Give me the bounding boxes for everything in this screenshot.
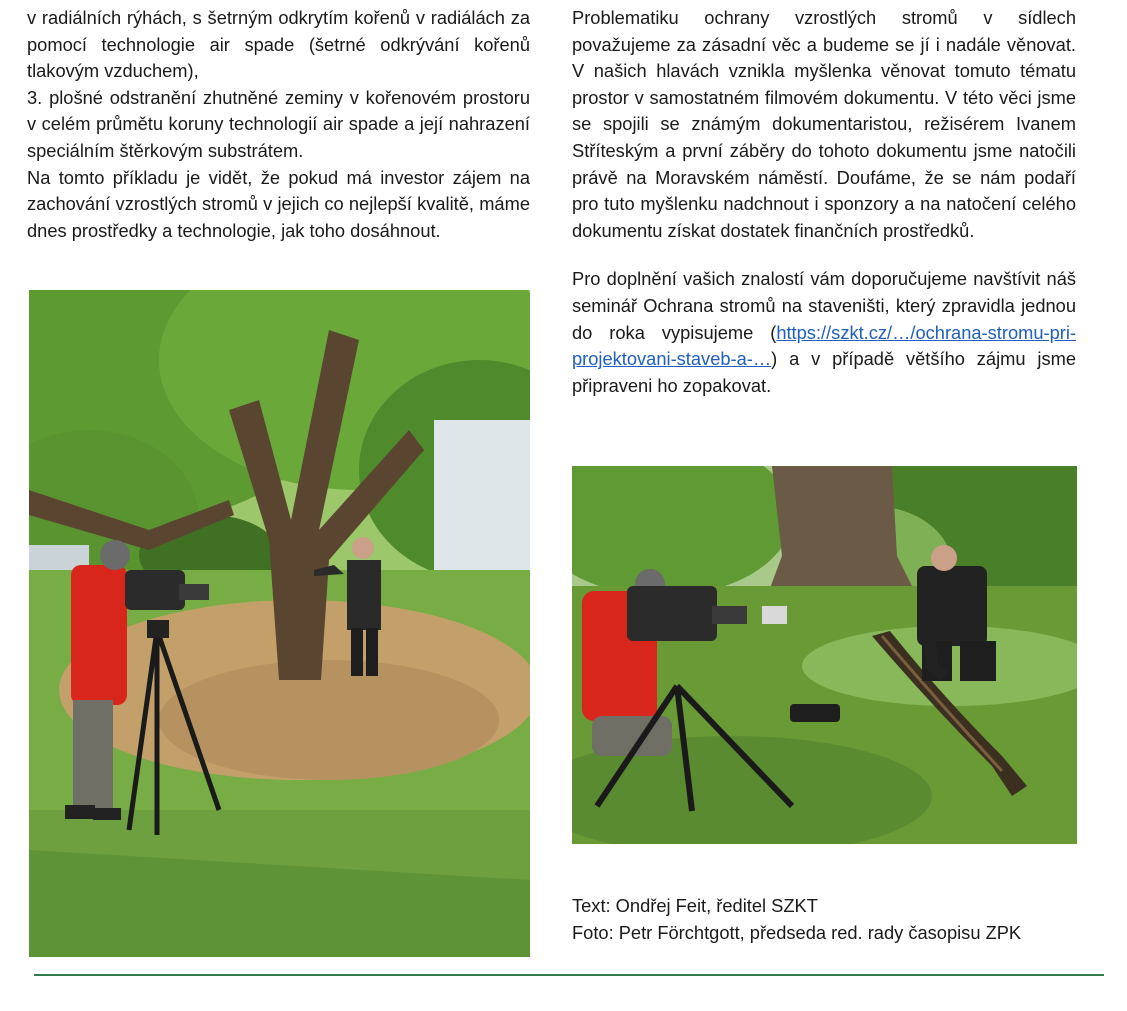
photo-root-trench-image [572,466,1077,844]
seminar-link[interactable]: https://szkt.cz/…/ochrana-stromu-pri-projektovani-staveb-a-… [572,321,1076,370]
left-paragraph-2: 3. plošné odstranění zhutněné zeminy v kořenovém prostoru v celém průmětu koruny technologií air spade a její nahrazení speciálním štěrkovým substrátem. [27,86,530,161]
photo-credit: Foto: Petr Förchtgott, předseda red. rady časopisu ZPK [572,921,1022,943]
photo-credits [572,893,1092,946]
text-credit: Text: Ondřej Feit, ředitel SZKT [572,895,818,916]
right-paragraph-2 [572,266,1076,399]
seminar-text-before: Pro doplnění vašich znalostí vám doporučujeme navštívit náš seminář Ochrana stromů na staveništi, který zpravidla jednou do roka vypisujeme ( [572,268,1076,343]
left-column [27,5,530,244]
photo-tree-filming [29,290,530,957]
photo-root-trench [572,466,1077,844]
left-paragraph-3: Na tomto příkladu je vidět, že pokud má investor zájem na zachování vzrostlých stromů v jejich co nejlepší kvalitě, máme dnes prostředky a technologie, jak toho dosáhnout. [27,166,530,241]
footer-divider [34,974,1104,976]
right-column [572,5,1076,399]
left-paragraph-1: v radiálních rýhách, s šetrným odkrytím kořenů v radiálách za pomocí technologie air spade (šetrné odkrývání kořenů tlakovým vzduchem), [27,7,530,82]
seminar-text-after: ) a v případě většího zájmu jsme připraveni ho zopakovat. [572,348,1076,396]
right-paragraph-1: Problematiku ochrany vzrostlých stromů v sídlech považujeme za zásadní věc a budeme se jí i nadále věnovat. V našich hlavách vznikla myšlenka věnovat tomuto tématu prostor v samostatném filmovém dokumentu. V této věci jsme se spojili se známým dokumentaristou, režisérem Ivanem Stříteským a první záběry do tohoto dokumentu jsme natočili právě na Moravském náměstí. Doufáme, že se nám podaří pro tuto myšlenku nadchnout i sponzory a na natočení celého dokumentu získat dostatek finančních prostředků. [572,7,1076,241]
photo-tree-filming-image [29,290,530,957]
